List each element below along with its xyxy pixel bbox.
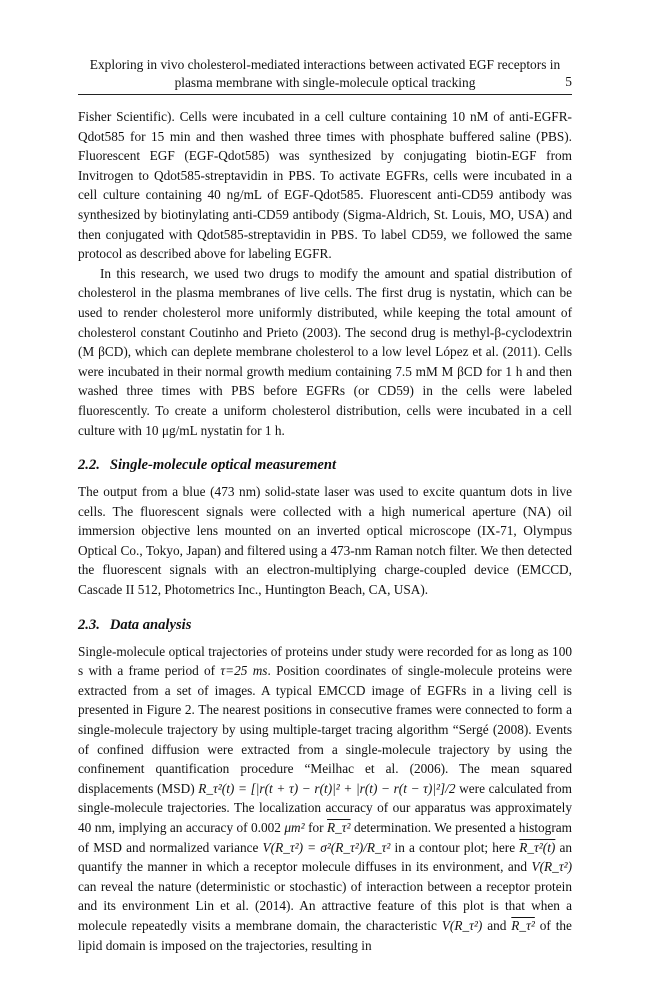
section-title: Single-molecule optical measurement bbox=[109, 457, 337, 474]
math-unit: μm² bbox=[284, 820, 305, 835]
math-msd-formula: R_τ²(t) = [|r(t + τ) − r(t)|² + |r(t) − r(t − τ)|²]/2 bbox=[198, 780, 456, 796]
math-variance: V(R_τ²) bbox=[531, 859, 572, 875]
math-msd: R_τ²(t) bbox=[519, 839, 556, 855]
text-run: determination. We presented a histogram of MSD and normalized variance bbox=[78, 820, 572, 855]
page-number: 5 bbox=[565, 74, 572, 89]
text-run: and bbox=[482, 917, 512, 933]
paragraph-cholesterol-drugs: In this research, we used two drugs to modify the amount and spatial distribution of cholesterol in the plasma membranes of live cells. The first drug is nystatin, which can be used to render cholesterol more uniformly distributed, while keeping the total amount of cholesterol constant Coutinho and Prieto (2003). The second drug is methyl-β-cyclodextrin (M βCD), which can deplete membrane cholesterol to a low level López et al. (2011). Cells were incubated in their normal growth medium containing 7.5 mM M βCD for 1 h and then washed three times with PBS before EGFRs (or CD59) in the cells were labeled fluorescently. To create a uniform cholesterol distribution, cells were incubated in a cell culture with 10 μg/mL nystatin for 1 h. bbox=[78, 265, 572, 438]
header-title-line1: Exploring in vivo cholesterol-mediated interactions between activated EGF receptors in bbox=[89, 57, 561, 72]
math-frame-period: τ=25 ms bbox=[220, 663, 268, 679]
paper-page bbox=[78, 56, 572, 955]
paragraph-data-analysis bbox=[78, 642, 572, 956]
math-mean-msd: R_τ² bbox=[511, 917, 535, 933]
section-heading-2-2 bbox=[78, 455, 572, 475]
body-text bbox=[78, 107, 572, 955]
text-run: . Position coordinates of single-molecule proteins were extracted from a set of images. A typical EMCCD image of EGFRs in a living cell is presented in Figure 2. The nearest positions in consecutive frames were connected to form a single-molecule trajectory by using multiple-target tracing algorithm “Sergé (2008). Events of confined diffusion were extracted from a single-molecule trajectory by using the confinement quantification procedure “Meilhac et al. (2006). The mean squared displacements (MSD) bbox=[78, 663, 572, 796]
section-number: 2.2. bbox=[78, 457, 100, 474]
paragraph-methods-labeling: Fisher Scientific). Cells were incubated in a cell culture containing 10 nM of anti-EGFR-Qdot585 for 15 min and then washed three times with phosphate buffered saline (PBS). Fluorescent EGF (EGF-Qdot585) was synthesized by conjugating biotin-EGF from Invitrogen to Qdot585-streptavidin in PBS. To activate EGFRs, cells were incubated in a cell culture containing 40 ng/mL of EGF-Qdot585. Fluorescent anti-CD59 antibody was synthesized by biotinylating anti-CD59 antibody (Sigma-Aldrich, St. Louis, MO, USA) and then conjugated with Qdot585-streptavidin in PBS. To label CD59, we followed the same protocol as described above for labeling EGFR. bbox=[78, 109, 572, 262]
math-variance: V(R_τ²) bbox=[441, 917, 483, 933]
section-number: 2.3. bbox=[78, 616, 100, 633]
text-run: were calculated from single-molecule trajectories. The localization accuracy of our apparatus was approximately 40 nm, implying an accuracy of 0.002 bbox=[78, 780, 573, 835]
header-title-line2: plasma membrane with single-molecule optical tracking bbox=[174, 75, 476, 90]
running-header bbox=[78, 56, 572, 95]
math-mean-msd: R_τ² bbox=[327, 820, 351, 835]
section-title: Data analysis bbox=[109, 616, 192, 633]
text-run: of the lipid domain is imposed on the trajectories, resulting in bbox=[78, 917, 572, 953]
text-run: an quantify the manner in which a receptor molecule diffuses in its environment, and bbox=[78, 839, 572, 875]
section-heading-2-3 bbox=[78, 615, 572, 635]
paragraph-optical-measurement: The output from a blue (473 nm) solid-state laser was used to excite quantum dots in live cells. The fluorescent signals were collected with a high numerical aperture (NA) oil immersion objective lens mounted on an inverted optical microscope (IX-71, Olympus Optical Co., Tokyo, Japan) and filtered using a 473-nm Raman notch filter. We then detected the fluorescent signals with an electron-multiplying charge-coupled device (EMCCD, Cascade II 512, Photometrics Inc., Huntington Beach, CA, USA). bbox=[78, 484, 572, 598]
text-run: Single-molecule optical trajectories of proteins under study were recorded for as long as 100 s with a frame period of bbox=[78, 643, 572, 679]
math-variance-formula: V(R_τ²) = σ²(R_τ²)/R_τ² bbox=[262, 839, 391, 855]
text-run: can reveal the nature (deterministic or stochastic) of interaction between a receptor protein and its environment Lin et al. (2014). An attractive feature of this plot is that when a molecule repeatedly visits a membrane domain, the characteristic bbox=[78, 878, 572, 933]
text-run: for bbox=[304, 820, 327, 835]
text-run: in a contour plot; here bbox=[390, 839, 520, 855]
